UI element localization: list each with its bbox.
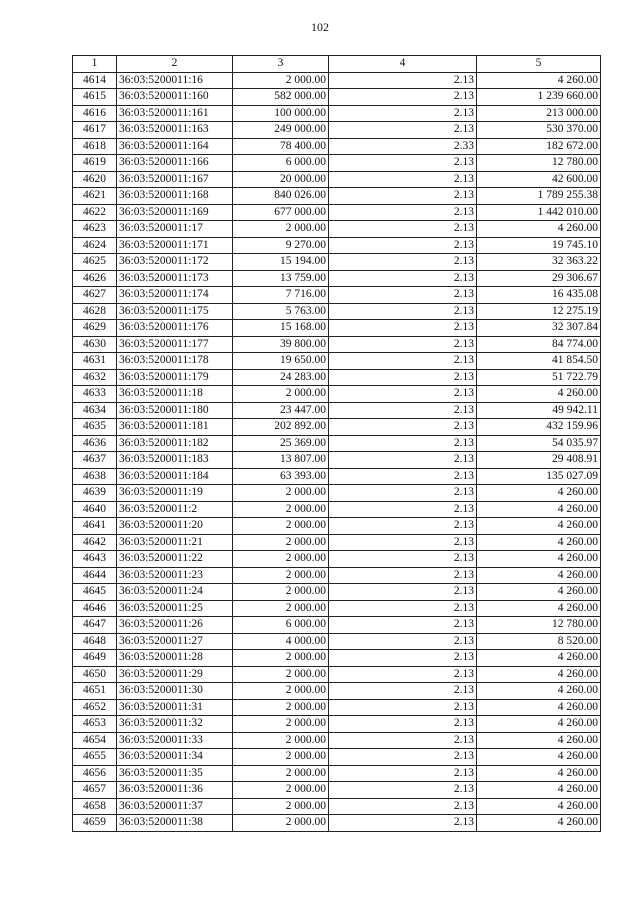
row-number-cell: 4619 — [73, 155, 117, 172]
table-row — [73, 452, 601, 469]
rate-value-cell: 2.13 — [329, 72, 477, 89]
row-number-cell: 4638 — [73, 468, 117, 485]
total-value-cell: 4 260.00 — [477, 699, 601, 716]
cadastral-number-cell: 36:03:5200011:181 — [117, 419, 233, 436]
area-value-cell: 25 369.00 — [233, 435, 329, 452]
rate-value-cell: 2.13 — [329, 468, 477, 485]
rate-value-cell: 2.13 — [329, 386, 477, 403]
table-row — [73, 699, 601, 716]
cadastral-number-cell: 36:03:5200011:20 — [117, 518, 233, 535]
cadastral-number-cell: 36:03:5200011:17 — [117, 221, 233, 238]
area-value-cell: 2 000.00 — [233, 650, 329, 667]
total-value-cell: 1 442 010.00 — [477, 204, 601, 221]
rate-value-cell: 2.13 — [329, 584, 477, 601]
header-col-3: 3 — [233, 56, 329, 73]
total-value-cell: 4 260.00 — [477, 650, 601, 667]
rate-value-cell: 2.13 — [329, 303, 477, 320]
table-row — [73, 221, 601, 238]
total-value-cell: 4 260.00 — [477, 518, 601, 535]
table-row — [73, 122, 601, 139]
area-value-cell: 13 807.00 — [233, 452, 329, 469]
table-row — [73, 353, 601, 370]
cadastral-number-cell: 36:03:5200011:18 — [117, 386, 233, 403]
table-row — [73, 633, 601, 650]
total-value-cell: 4 260.00 — [477, 221, 601, 238]
cadastral-number-cell: 36:03:5200011:22 — [117, 551, 233, 568]
total-value-cell: 4 260.00 — [477, 815, 601, 832]
area-value-cell: 202 892.00 — [233, 419, 329, 436]
rate-value-cell: 2.13 — [329, 452, 477, 469]
cadastral-number-cell: 36:03:5200011:172 — [117, 254, 233, 271]
total-value-cell: 4 260.00 — [477, 584, 601, 601]
table-row — [73, 600, 601, 617]
rate-value-cell: 2.13 — [329, 369, 477, 386]
table-row — [73, 716, 601, 733]
row-number-cell: 4634 — [73, 402, 117, 419]
table-row — [73, 336, 601, 353]
area-value-cell: 24 283.00 — [233, 369, 329, 386]
row-number-cell: 4654 — [73, 732, 117, 749]
row-number-cell: 4620 — [73, 171, 117, 188]
rate-value-cell: 2.13 — [329, 402, 477, 419]
row-number-cell: 4659 — [73, 815, 117, 832]
rate-value-cell: 2.13 — [329, 105, 477, 122]
rate-value-cell: 2.13 — [329, 270, 477, 287]
table-row — [73, 815, 601, 832]
table-row — [73, 287, 601, 304]
table-row — [73, 666, 601, 683]
cadastral-number-cell: 36:03:5200011:26 — [117, 617, 233, 634]
area-value-cell: 6 000.00 — [233, 617, 329, 634]
total-value-cell: 530 370.00 — [477, 122, 601, 139]
rate-value-cell: 2.13 — [329, 336, 477, 353]
rate-value-cell: 2.13 — [329, 567, 477, 584]
cadastral-number-cell: 36:03:5200011:183 — [117, 452, 233, 469]
cadastral-number-cell: 36:03:5200011:27 — [117, 633, 233, 650]
area-value-cell: 2 000.00 — [233, 716, 329, 733]
table-row — [73, 303, 601, 320]
total-value-cell: 41 854.50 — [477, 353, 601, 370]
cadastral-number-cell: 36:03:5200011:182 — [117, 435, 233, 452]
row-number-cell: 4656 — [73, 765, 117, 782]
area-value-cell: 2 000.00 — [233, 567, 329, 584]
cadastral-number-cell: 36:03:5200011:163 — [117, 122, 233, 139]
cadastral-number-cell: 36:03:5200011:161 — [117, 105, 233, 122]
area-value-cell: 2 000.00 — [233, 518, 329, 535]
rate-value-cell: 2.13 — [329, 683, 477, 700]
cadastral-number-cell: 36:03:5200011:35 — [117, 765, 233, 782]
row-number-cell: 4637 — [73, 452, 117, 469]
row-number-cell: 4641 — [73, 518, 117, 535]
table-row — [73, 749, 601, 766]
cadastral-number-cell: 36:03:5200011:160 — [117, 89, 233, 106]
page-number: 102 — [311, 20, 329, 34]
total-value-cell: 19 745.10 — [477, 237, 601, 254]
area-value-cell: 2 000.00 — [233, 798, 329, 815]
rate-value-cell: 2.13 — [329, 798, 477, 815]
cadastral-number-cell: 36:03:5200011:32 — [117, 716, 233, 733]
cadastral-number-cell: 36:03:5200011:29 — [117, 666, 233, 683]
row-number-cell: 4623 — [73, 221, 117, 238]
total-value-cell: 4 260.00 — [477, 683, 601, 700]
total-value-cell: 29 306.67 — [477, 270, 601, 287]
row-number-cell: 4658 — [73, 798, 117, 815]
total-value-cell: 4 260.00 — [477, 386, 601, 403]
table-row — [73, 402, 601, 419]
total-value-cell: 32 363.22 — [477, 254, 601, 271]
total-value-cell: 32 307.84 — [477, 320, 601, 337]
area-value-cell: 78 400.00 — [233, 138, 329, 155]
area-value-cell: 2 000.00 — [233, 72, 329, 89]
cadastral-number-cell: 36:03:5200011:184 — [117, 468, 233, 485]
cadastral-number-cell: 36:03:5200011:28 — [117, 650, 233, 667]
area-value-cell: 4 000.00 — [233, 633, 329, 650]
total-value-cell: 182 672.00 — [477, 138, 601, 155]
header-col-1: 1 — [73, 56, 117, 73]
area-value-cell: 100 000.00 — [233, 105, 329, 122]
table-row — [73, 237, 601, 254]
row-number-cell: 4615 — [73, 89, 117, 106]
table-row — [73, 468, 601, 485]
row-number-cell: 4639 — [73, 485, 117, 502]
rate-value-cell: 2.13 — [329, 617, 477, 634]
row-number-cell: 4618 — [73, 138, 117, 155]
cadastral-number-cell: 36:03:5200011:171 — [117, 237, 233, 254]
rate-value-cell: 2.13 — [329, 188, 477, 205]
rate-value-cell: 2.13 — [329, 287, 477, 304]
table-row — [73, 683, 601, 700]
rate-value-cell: 2.13 — [329, 815, 477, 832]
cadastral-number-cell: 36:03:5200011:164 — [117, 138, 233, 155]
rate-value-cell: 2.13 — [329, 551, 477, 568]
total-value-cell: 42 600.00 — [477, 171, 601, 188]
row-number-cell: 4630 — [73, 336, 117, 353]
cadastral-number-cell: 36:03:5200011:16 — [117, 72, 233, 89]
area-value-cell: 2 000.00 — [233, 732, 329, 749]
row-number-cell: 4616 — [73, 105, 117, 122]
cadastral-number-cell: 36:03:5200011:175 — [117, 303, 233, 320]
rate-value-cell: 2.13 — [329, 320, 477, 337]
row-number-cell: 4647 — [73, 617, 117, 634]
area-value-cell: 2 000.00 — [233, 782, 329, 799]
table-row — [73, 320, 601, 337]
row-number-cell: 4625 — [73, 254, 117, 271]
area-value-cell: 2 000.00 — [233, 534, 329, 551]
rate-value-cell: 2.13 — [329, 666, 477, 683]
row-number-cell: 4636 — [73, 435, 117, 452]
rate-value-cell: 2.13 — [329, 699, 477, 716]
area-value-cell: 2 000.00 — [233, 501, 329, 518]
total-value-cell: 54 035.97 — [477, 435, 601, 452]
cadastral-number-cell: 36:03:5200011:37 — [117, 798, 233, 815]
rate-value-cell: 2.13 — [329, 254, 477, 271]
cadastral-number-cell: 36:03:5200011:173 — [117, 270, 233, 287]
row-number-cell: 4652 — [73, 699, 117, 716]
rate-value-cell: 2.13 — [329, 501, 477, 518]
row-number-cell: 4651 — [73, 683, 117, 700]
data-table — [72, 55, 601, 832]
total-value-cell: 4 260.00 — [477, 72, 601, 89]
rate-value-cell: 2.13 — [329, 765, 477, 782]
rate-value-cell: 2.13 — [329, 171, 477, 188]
table-row — [73, 204, 601, 221]
row-number-cell: 4614 — [73, 72, 117, 89]
area-value-cell: 2 000.00 — [233, 765, 329, 782]
row-number-cell: 4633 — [73, 386, 117, 403]
rate-value-cell: 2.13 — [329, 518, 477, 535]
cadastral-number-cell: 36:03:5200011:180 — [117, 402, 233, 419]
total-value-cell: 51 722.79 — [477, 369, 601, 386]
table-row — [73, 782, 601, 799]
rate-value-cell: 2.13 — [329, 485, 477, 502]
area-value-cell: 63 393.00 — [233, 468, 329, 485]
total-value-cell: 4 260.00 — [477, 749, 601, 766]
table-row — [73, 501, 601, 518]
cadastral-number-cell: 36:03:5200011:177 — [117, 336, 233, 353]
row-number-cell: 4648 — [73, 633, 117, 650]
cadastral-number-cell: 36:03:5200011:23 — [117, 567, 233, 584]
total-value-cell: 1 789 255.38 — [477, 188, 601, 205]
table-row — [73, 105, 601, 122]
row-number-cell: 4650 — [73, 666, 117, 683]
area-value-cell: 2 000.00 — [233, 584, 329, 601]
table-row — [73, 617, 601, 634]
area-value-cell: 2 000.00 — [233, 666, 329, 683]
total-value-cell: 29 408.91 — [477, 452, 601, 469]
total-value-cell: 4 260.00 — [477, 732, 601, 749]
row-number-cell: 4635 — [73, 419, 117, 436]
area-value-cell: 23 447.00 — [233, 402, 329, 419]
row-number-cell: 4622 — [73, 204, 117, 221]
row-number-cell: 4628 — [73, 303, 117, 320]
table-row — [73, 138, 601, 155]
area-value-cell: 2 000.00 — [233, 815, 329, 832]
area-value-cell: 7 716.00 — [233, 287, 329, 304]
area-value-cell: 2 000.00 — [233, 600, 329, 617]
area-value-cell: 15 194.00 — [233, 254, 329, 271]
table-row — [73, 188, 601, 205]
cadastral-number-cell: 36:03:5200011:33 — [117, 732, 233, 749]
total-value-cell: 4 260.00 — [477, 534, 601, 551]
area-value-cell: 19 650.00 — [233, 353, 329, 370]
table-row — [73, 518, 601, 535]
table-row — [73, 254, 601, 271]
rate-value-cell: 2.13 — [329, 749, 477, 766]
row-number-cell: 4631 — [73, 353, 117, 370]
area-value-cell: 20 000.00 — [233, 171, 329, 188]
header-row — [73, 56, 601, 73]
total-value-cell: 4 260.00 — [477, 666, 601, 683]
rate-value-cell: 2.13 — [329, 353, 477, 370]
table-row — [73, 584, 601, 601]
row-number-cell: 4649 — [73, 650, 117, 667]
table-row — [73, 270, 601, 287]
row-number-cell: 4621 — [73, 188, 117, 205]
area-value-cell: 2 000.00 — [233, 551, 329, 568]
total-value-cell: 4 260.00 — [477, 765, 601, 782]
total-value-cell: 4 260.00 — [477, 782, 601, 799]
rate-value-cell: 2.13 — [329, 600, 477, 617]
rate-value-cell: 2.13 — [329, 155, 477, 172]
table-row — [73, 798, 601, 815]
row-number-cell: 4629 — [73, 320, 117, 337]
row-number-cell: 4655 — [73, 749, 117, 766]
cadastral-number-cell: 36:03:5200011:31 — [117, 699, 233, 716]
cadastral-number-cell: 36:03:5200011:168 — [117, 188, 233, 205]
total-value-cell: 16 435.08 — [477, 287, 601, 304]
row-number-cell: 4617 — [73, 122, 117, 139]
cadastral-number-cell: 36:03:5200011:166 — [117, 155, 233, 172]
header-col-5: 5 — [477, 56, 601, 73]
total-value-cell: 213 000.00 — [477, 105, 601, 122]
total-value-cell: 4 260.00 — [477, 485, 601, 502]
cadastral-number-cell: 36:03:5200011:169 — [117, 204, 233, 221]
row-number-cell: 4646 — [73, 600, 117, 617]
total-value-cell: 4 260.00 — [477, 567, 601, 584]
area-value-cell: 39 800.00 — [233, 336, 329, 353]
table-row — [73, 435, 601, 452]
total-value-cell: 4 260.00 — [477, 716, 601, 733]
table-row — [73, 567, 601, 584]
rate-value-cell: 2.13 — [329, 716, 477, 733]
row-number-cell: 4640 — [73, 501, 117, 518]
rate-value-cell: 2.13 — [329, 237, 477, 254]
table-row — [73, 155, 601, 172]
total-value-cell: 135 027.09 — [477, 468, 601, 485]
table-row — [73, 732, 601, 749]
row-number-cell: 4643 — [73, 551, 117, 568]
table-row — [73, 89, 601, 106]
total-value-cell: 12 780.00 — [477, 155, 601, 172]
area-value-cell: 2 000.00 — [233, 485, 329, 502]
area-value-cell: 5 763.00 — [233, 303, 329, 320]
cadastral-number-cell: 36:03:5200011:30 — [117, 683, 233, 700]
table-row — [73, 386, 601, 403]
table-row — [73, 765, 601, 782]
area-value-cell: 249 000.00 — [233, 122, 329, 139]
header-col-2: 2 — [117, 56, 233, 73]
area-value-cell: 9 270.00 — [233, 237, 329, 254]
total-value-cell: 8 520.00 — [477, 633, 601, 650]
cadastral-number-cell: 36:03:5200011:38 — [117, 815, 233, 832]
area-value-cell: 2 000.00 — [233, 386, 329, 403]
area-value-cell: 677 000.00 — [233, 204, 329, 221]
total-value-cell: 4 260.00 — [477, 551, 601, 568]
rate-value-cell: 2.33 — [329, 138, 477, 155]
cadastral-number-cell: 36:03:5200011:179 — [117, 369, 233, 386]
table-row — [73, 171, 601, 188]
total-value-cell: 4 260.00 — [477, 600, 601, 617]
cadastral-number-cell: 36:03:5200011:24 — [117, 584, 233, 601]
table-row — [73, 551, 601, 568]
row-number-cell: 4632 — [73, 369, 117, 386]
total-value-cell: 84 774.00 — [477, 336, 601, 353]
cadastral-number-cell: 36:03:5200011:167 — [117, 171, 233, 188]
area-value-cell: 582 000.00 — [233, 89, 329, 106]
cadastral-number-cell: 36:03:5200011:36 — [117, 782, 233, 799]
total-value-cell: 4 260.00 — [477, 501, 601, 518]
rate-value-cell: 2.13 — [329, 782, 477, 799]
row-number-cell: 4627 — [73, 287, 117, 304]
table-row — [73, 534, 601, 551]
area-value-cell: 13 759.00 — [233, 270, 329, 287]
rate-value-cell: 2.13 — [329, 204, 477, 221]
area-value-cell: 840 026.00 — [233, 188, 329, 205]
rate-value-cell: 2.13 — [329, 89, 477, 106]
row-number-cell: 4624 — [73, 237, 117, 254]
total-value-cell: 432 159.96 — [477, 419, 601, 436]
rate-value-cell: 2.13 — [329, 633, 477, 650]
row-number-cell: 4642 — [73, 534, 117, 551]
rate-value-cell: 2.13 — [329, 534, 477, 551]
total-value-cell: 12 275.19 — [477, 303, 601, 320]
table-body — [73, 72, 601, 831]
cadastral-number-cell: 36:03:5200011:178 — [117, 353, 233, 370]
area-value-cell: 2 000.00 — [233, 221, 329, 238]
table-row — [73, 650, 601, 667]
rate-value-cell: 2.13 — [329, 650, 477, 667]
table-header — [73, 56, 601, 73]
total-value-cell: 4 260.00 — [477, 798, 601, 815]
rate-value-cell: 2.13 — [329, 435, 477, 452]
area-value-cell: 6 000.00 — [233, 155, 329, 172]
cadastral-number-cell: 36:03:5200011:174 — [117, 287, 233, 304]
row-number-cell: 4626 — [73, 270, 117, 287]
cadastral-number-cell: 36:03:5200011:21 — [117, 534, 233, 551]
rate-value-cell: 2.13 — [329, 221, 477, 238]
area-value-cell: 2 000.00 — [233, 749, 329, 766]
table-row — [73, 72, 601, 89]
cadastral-number-cell: 36:03:5200011:25 — [117, 600, 233, 617]
rate-value-cell: 2.13 — [329, 122, 477, 139]
total-value-cell: 49 942.11 — [477, 402, 601, 419]
total-value-cell: 1 239 660.00 — [477, 89, 601, 106]
table-row — [73, 485, 601, 502]
row-number-cell: 4653 — [73, 716, 117, 733]
area-value-cell: 2 000.00 — [233, 683, 329, 700]
row-number-cell: 4645 — [73, 584, 117, 601]
rate-value-cell: 2.13 — [329, 419, 477, 436]
cadastral-number-cell: 36:03:5200011:2 — [117, 501, 233, 518]
area-value-cell: 15 168.00 — [233, 320, 329, 337]
row-number-cell: 4657 — [73, 782, 117, 799]
cadastral-number-cell: 36:03:5200011:176 — [117, 320, 233, 337]
table-row — [73, 369, 601, 386]
header-col-4: 4 — [329, 56, 477, 73]
table-row — [73, 419, 601, 436]
cadastral-number-cell: 36:03:5200011:34 — [117, 749, 233, 766]
area-value-cell: 2 000.00 — [233, 699, 329, 716]
cadastral-number-cell: 36:03:5200011:19 — [117, 485, 233, 502]
rate-value-cell: 2.13 — [329, 732, 477, 749]
total-value-cell: 12 780.00 — [477, 617, 601, 634]
row-number-cell: 4644 — [73, 567, 117, 584]
